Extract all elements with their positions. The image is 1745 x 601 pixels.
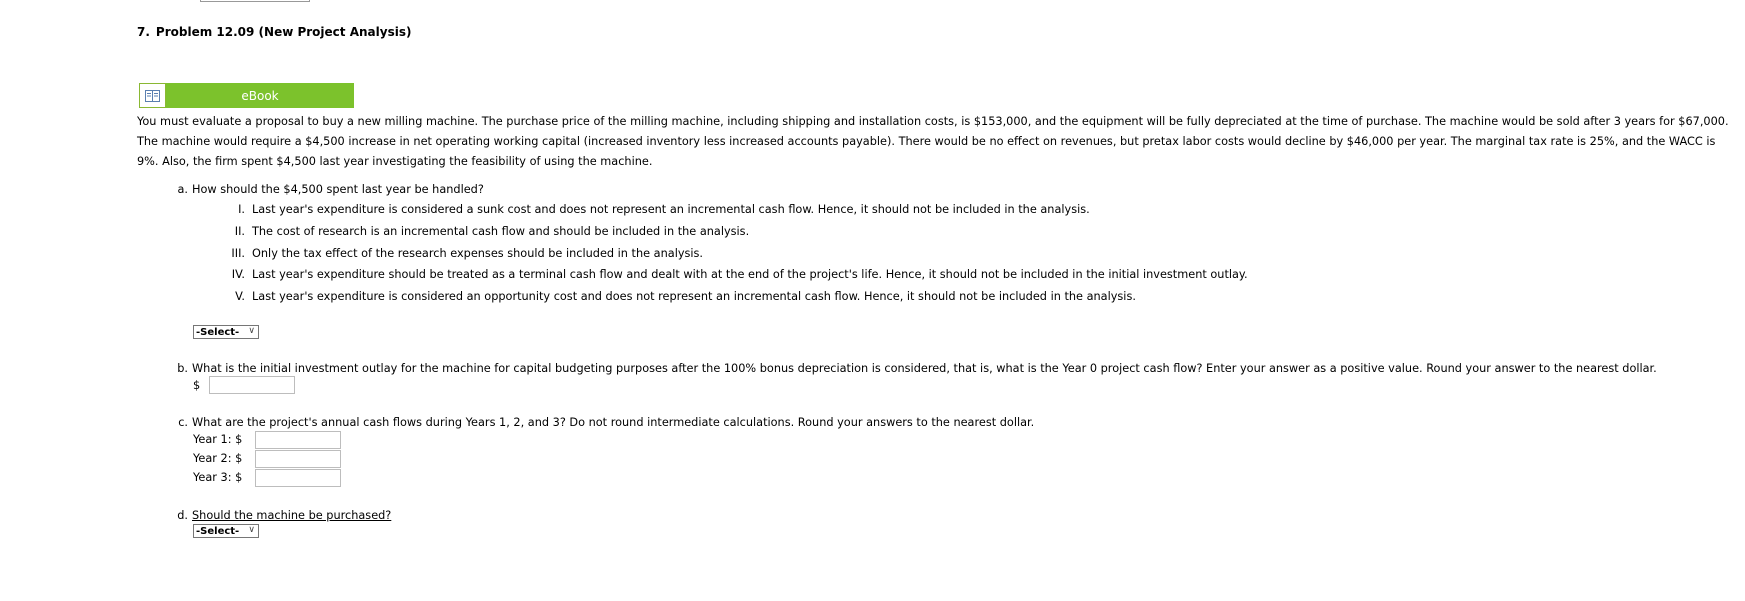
question-b-letter: b.: [177, 362, 188, 375]
question-c-letter: c.: [178, 416, 188, 429]
question-a-text: How should the $4,500 spent last year be handled?: [192, 183, 484, 196]
ebook-label: eBook: [166, 83, 354, 108]
problem-title: [137, 25, 411, 39]
previous-problem-input-edge: [200, 0, 310, 2]
question-a-select[interactable]: -Select- ∨: [193, 325, 259, 339]
year-3-input[interactable]: [255, 469, 341, 487]
year-3-label: Year 3: $: [193, 471, 243, 484]
year-2-label: Year 2: $: [193, 452, 243, 465]
question-d-letter: d.: [177, 509, 188, 522]
chevron-down-icon: ∨: [248, 326, 255, 336]
year-2-input[interactable]: [255, 450, 341, 468]
initial-outlay-input[interactable]: [209, 376, 295, 394]
ebook-button[interactable]: [139, 83, 354, 108]
problem-title-text: Problem 12.09 (New Project Analysis): [155, 25, 412, 39]
problem-intro: You must evaluate a proposal to buy a new milling machine. The purchase price of the milling machine, including shipping and installation costs, is $153,000, and the equipment will be fully depreciated at the time of purchase. The machine would be sold after 3 years for $67,000. The machine would require a $4,500 increase in net operating working capital (increased inventory less increased accounts payable). There would be no effect on revenues, but pretax labor costs would decline by $46,000 per year. The marginal tax rate is 25%, and the WACC is 9%. Also, the firm spent $4,500 last year investigating the feasibility of using the machine.: [137, 115, 1729, 168]
question-d-select[interactable]: -Select- ∨: [193, 524, 259, 538]
question-b-text: What is the initial investment outlay for the machine for capital budgeting purposes after the 100% bonus depreciation is considered, that is, what is the Year 0 project cash flow? Enter your answer as a positive value. Round your answer to the nearest dollar.: [192, 362, 1657, 375]
chevron-down-icon: ∨: [248, 525, 255, 535]
year-1-label: Year 1: $: [193, 433, 243, 446]
question-d-text: Should the machine be purchased?: [192, 509, 392, 522]
year-1-input[interactable]: [255, 431, 341, 449]
question-c-text: What are the project's annual cash flows during Years 1, 2, and 3? Do not round intermediate calculations. Round your answers to the nearest dollar.: [192, 416, 1035, 429]
question-a-letter: a.: [177, 183, 188, 196]
book-icon: [139, 83, 166, 108]
problem-number: 7.: [137, 25, 150, 39]
question-b-currency: $: [193, 379, 201, 392]
